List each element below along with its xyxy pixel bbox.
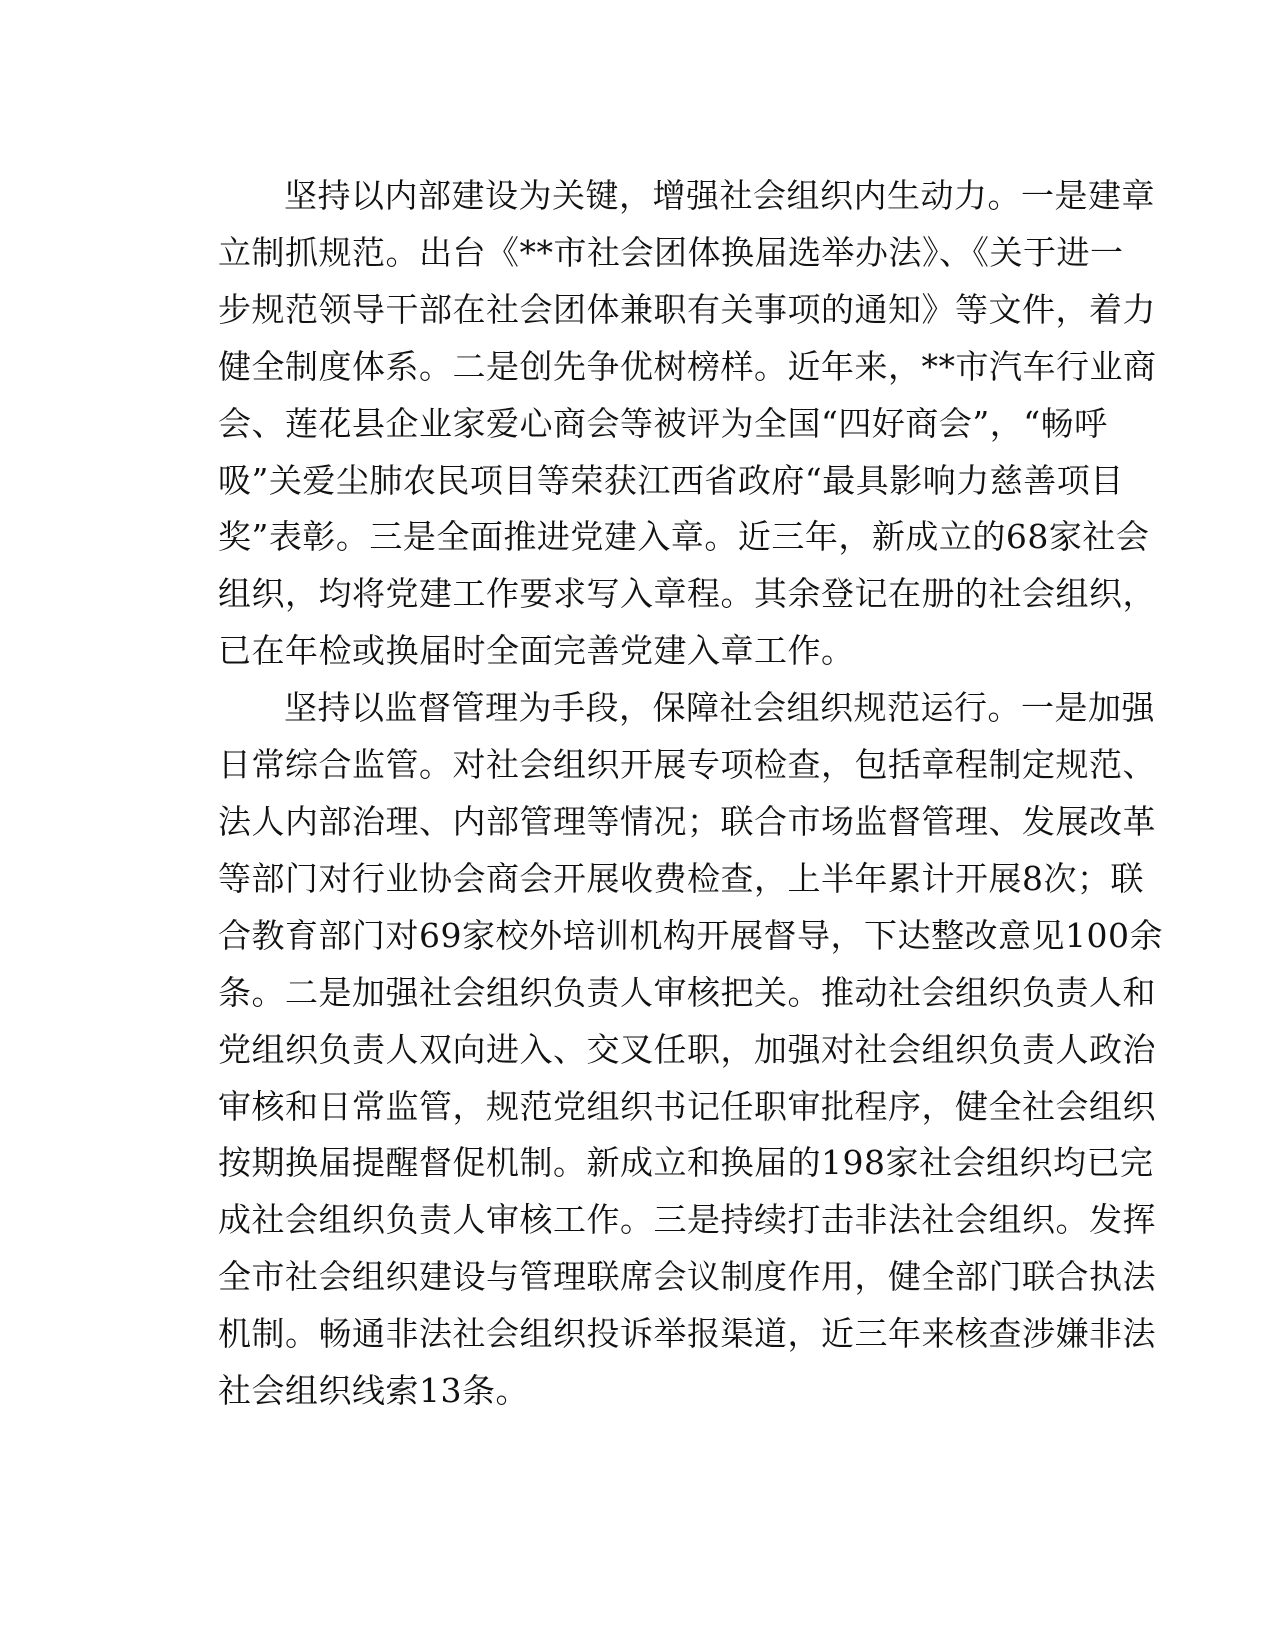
text-line: 步规范领导干部在社会团体兼职有关事项的通知》等文件，着力 (218, 289, 1156, 329)
paragraph-internal-construction (152, 168, 1157, 680)
text-line: 条。二是加强社会组织负责人审核把关。推动社会组织负责人和 (218, 972, 1156, 1012)
text-line: 健全制度体系。二是创先争优树榜样。近年来，**市汽车行业商 (218, 346, 1157, 386)
text-line: 坚持以监督管理为手段，保障社会组织规范运行。一是加强 (284, 688, 1155, 728)
paragraph-supervision (152, 680, 1163, 1420)
text-line: 合教育部门对69家校外培训机构开展督导，下达整改意见100余 (218, 915, 1163, 955)
text-line: 组织，均将党建工作要求写入章程。其余登记在册的社会组织， (218, 574, 1156, 614)
text-line: 按期换届提醒督促机制。新成立和换届的198家社会组织均已完 (218, 1143, 1154, 1183)
text-line: 机制。畅通非法社会组织投诉举报渠道，近三年来核查涉嫌非法 (218, 1314, 1156, 1354)
text-line: 党组织负责人双向进入、交叉任职，加强对社会组织负责人政治 (218, 1029, 1156, 1069)
document-body (152, 168, 1163, 1420)
text-line: 审核和日常监管，规范党组织书记任职审批程序，健全社会组织 (218, 1086, 1156, 1126)
text-line: 立制抓规范。出台《**市社会团体换届选举办法》、《关于进一 (218, 232, 1124, 272)
text-line: 会、莲花县企业家爱心商会等被评为全国“四好商会”，“畅呼 (218, 403, 1108, 443)
text-line: 已在年检或换届时全面完善党建入章工作。 (218, 631, 855, 671)
text-line: 等部门对行业协会商会开展收费检查，上半年累计开展8次；联 (218, 858, 1144, 898)
text-line: 成社会组织负责人审核工作。三是持续打击非法社会组织。发挥 (218, 1200, 1156, 1240)
text-line: 奖”表彰。三是全面推进党建入章。近三年，新成立的68家社会 (218, 517, 1150, 557)
text-line: 社会组织线索13条。 (218, 1371, 529, 1411)
text-line: 全市社会组织建设与管理联席会议制度作用，健全部门联合执法 (218, 1257, 1156, 1297)
text-line: 日常综合监管。对社会组织开展专项检查，包括章程制定规范、 (218, 745, 1156, 785)
text-line: 法人内部治理、内部管理等情况；联合市场监督管理、发展改革 (218, 801, 1156, 841)
text-line: 吸”关爱尘肺农民项目等荣获江西省政府“最具影响力慈善项目 (218, 460, 1124, 500)
text-line: 坚持以内部建设为关键，增强社会组织内生动力。一是建章 (284, 176, 1155, 215)
